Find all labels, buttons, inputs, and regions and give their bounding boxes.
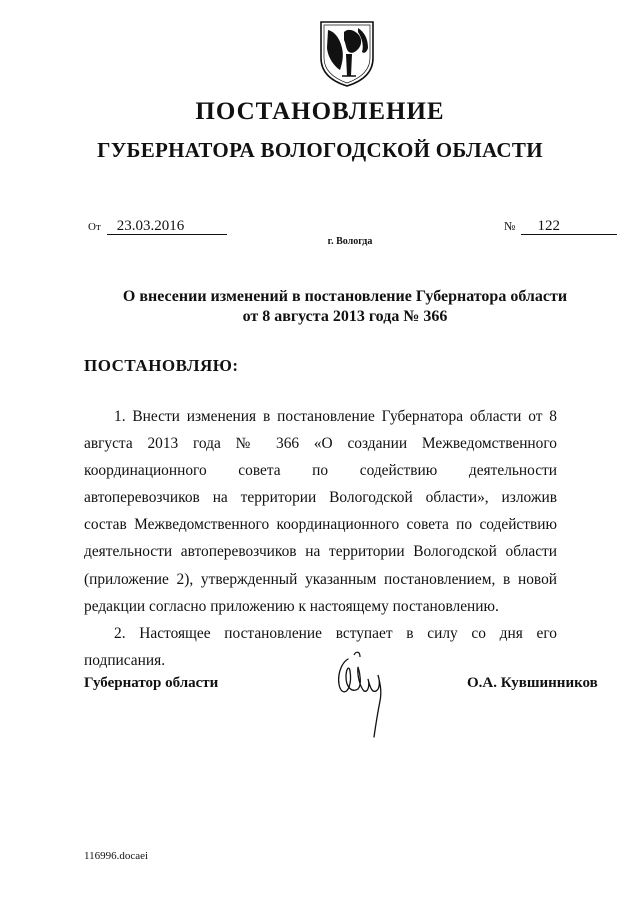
decree-heading: ПОСТАНОВЛЯЮ: — [84, 356, 239, 375]
signer-role: Губернатор области — [84, 675, 219, 691]
signer-name: О.А. Кувшинников — [467, 675, 598, 691]
body-paragraph: 2. Настоящее постановление вступает в силу со дня его подписания. — [84, 624, 557, 669]
number-prefix: № — [504, 219, 516, 233]
body-paragraph: 1. Внести изменения в постановление Губернатора области от 8 августа 2013 года № 366 «О создании Межведомственного координационного совета по содействию деятельности автоперевозчиков на территории Вологодской области», изложив состав Межведомственного координационного совета по содействию деятельности автоперевозчиков на территории Вологодской области (приложение 2), утвержденный указанным постановлением, в новой редакции согласно приложению к настоящему постановлению. — [84, 408, 557, 615]
document-subtitle: ГУБЕРНАТОРА ВОЛОГОДСКОЙ ОБЛАСТИ — [97, 138, 543, 162]
document-body — [84, 403, 557, 674]
document-date — [88, 218, 227, 235]
document-city: г. Вологда — [327, 236, 373, 247]
document-number — [504, 218, 617, 235]
subject-line-2: от 8 августа 2013 года № 366 — [242, 308, 448, 325]
handwritten-signature — [330, 645, 390, 745]
document-subject — [0, 287, 640, 327]
document-title: ПОСТАНОВЛЕНИЕ — [195, 98, 445, 125]
coat-of-arms-icon — [318, 18, 376, 88]
date-prefix: От — [88, 221, 101, 233]
document-reference: 116996.docaei — [84, 850, 149, 862]
subject-line-1: О внесении изменений в постановление Губернатора области — [122, 288, 568, 305]
number-value: 122 — [521, 218, 617, 235]
date-value: 23.03.2016 — [107, 218, 227, 235]
